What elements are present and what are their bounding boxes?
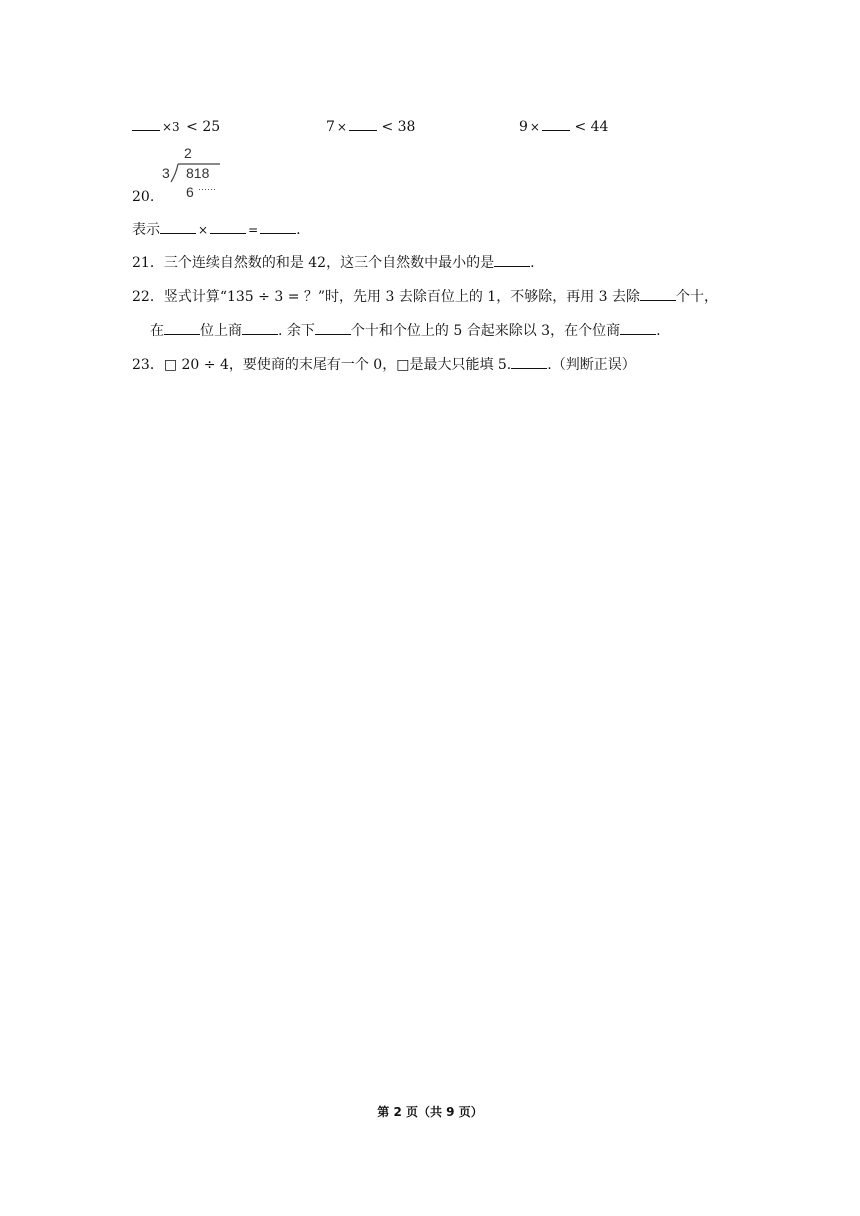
q20-number: 20. (132, 189, 155, 205)
ld-dots: ······ (198, 184, 216, 194)
answer-blank[interactable] (640, 286, 676, 301)
q22-line2: 在 位上商 . 余下 个十和个位上的 5 合起来除以 3，在个位商 . (150, 320, 661, 340)
inequality-c: 9 × < 44 (519, 116, 608, 136)
q21: 21．三个连续自然数的和是 42，这三个自然数中最小的是 . (132, 252, 535, 272)
answer-blank[interactable] (620, 320, 656, 335)
answer-blank[interactable] (160, 219, 196, 234)
q20-line: 表示 × = . (132, 219, 301, 239)
ld-product: 6 (186, 184, 194, 200)
answer-blank[interactable] (132, 116, 160, 131)
answer-blank[interactable] (164, 320, 200, 335)
answer-blank[interactable] (349, 116, 377, 131)
answer-blank[interactable] (494, 252, 530, 267)
q23: 23．□ 20 ÷ 4，要使商的末尾有一个 0，□是最大只能填 5. .（判断正误） (132, 354, 636, 374)
ld-quotient: 2 (184, 145, 192, 161)
inequality-b: 7 × < 38 (326, 116, 415, 136)
answer-blank[interactable] (315, 320, 351, 335)
answer-blank[interactable] (242, 320, 278, 335)
ld-divisor: 3 (162, 165, 170, 181)
inequality-a: ×3 < 25 (132, 116, 220, 136)
answer-blank[interactable] (511, 354, 547, 369)
answer-blank[interactable] (260, 219, 296, 234)
page-footer: 第 2 页（共 9 页） (377, 1105, 483, 1119)
answer-blank[interactable] (210, 219, 246, 234)
q22-line1: 22．竖式计算“135 ÷ 3 = ？”时，先用 3 去除百位上的 1，不够除，再用 3 去除 个十， (132, 286, 718, 306)
answer-blank[interactable] (542, 116, 570, 131)
ld-dividend: 818 (186, 165, 210, 181)
